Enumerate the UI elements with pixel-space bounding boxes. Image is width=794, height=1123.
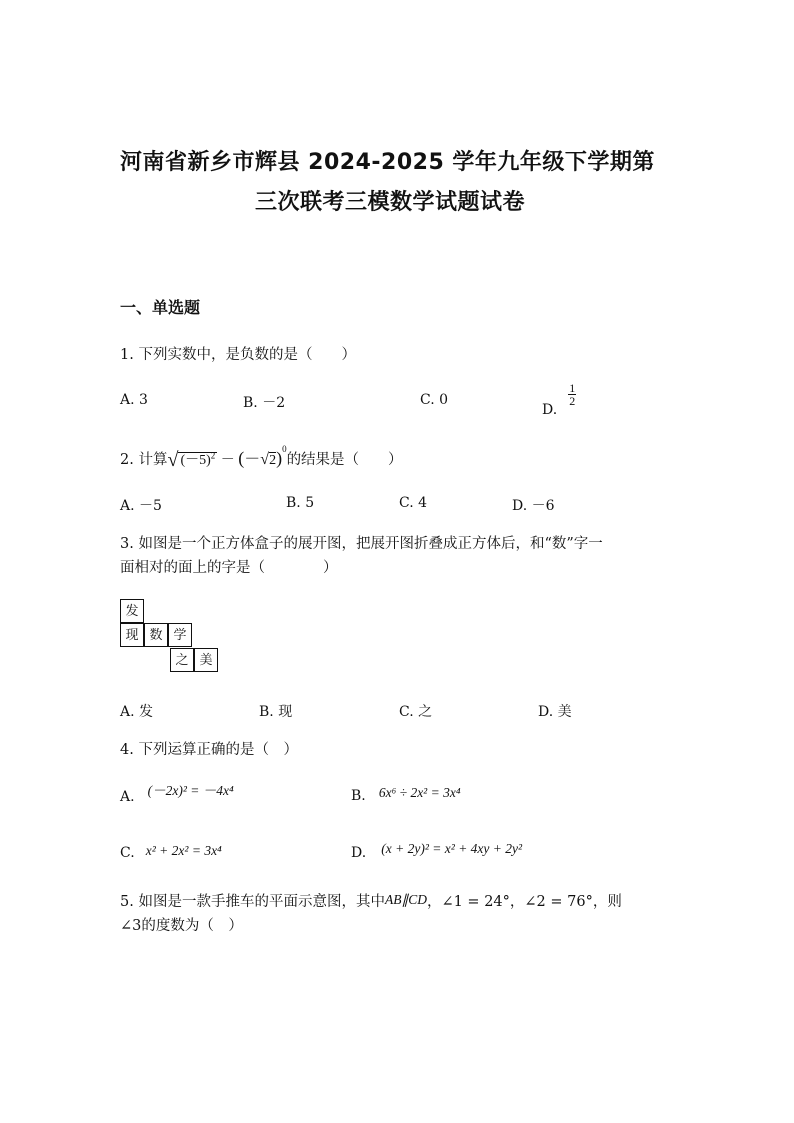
question-3-stem-line-2: 面相对的面上的字是（ ） [120,560,338,576]
question-4-option-a [120,785,234,805]
net-cell-zhi: 之 [170,648,194,672]
question-5-math: AB∥CD [384,892,427,907]
question-3-option-c: C. 之 [399,704,433,720]
option-b-expression: 6x⁶ ÷ 2x² = 3x⁴ [378,785,461,800]
question-2-option-a: A. －5 [120,498,162,514]
question-2-suffix: 的结果是（ ） [286,452,403,468]
question-3-option-d: D. 美 [538,704,572,720]
exponent-2: 2 [210,450,216,461]
question-2-expression: √ $(-5)^2 - (-√2)^0$ [167,444,287,471]
question-2-stem [120,446,403,470]
question-5-stem-line-2: ∠3的度数为（ ） [120,918,243,934]
net-cell-shu: 数 [144,623,168,647]
sqrt-radicand-2: 2 [269,453,277,468]
option-a-label: A. [120,789,135,805]
question-4-option-d [351,842,522,861]
question-1-option-b: B. －2 [243,395,286,411]
option-d-label: D. [351,845,367,861]
option-a-expression: (－2x)² = －4x⁴ [147,783,234,798]
minus-sign: － [220,453,235,468]
fraction-one-half [568,382,576,407]
exponent-0: 0 [282,444,287,455]
question-1-option-c: C. 0 [420,392,449,408]
option-c-label: C. [120,845,135,861]
option-c-expression: x² + 2x² = 3x⁴ [145,843,222,858]
question-2-option-d: D. －6 [512,498,555,514]
net-cell-fa: 发 [120,599,144,623]
option-b-label: B. [351,788,366,804]
title-line-2: 三次联考三模数学试题试卷 [255,190,526,215]
question-2-prefix: 2. 计算 [120,452,168,468]
question-5-text-1: 5. 如图是一款手推车的平面示意图，其中 [120,894,385,910]
net-cell-xue: 学 [168,623,192,647]
fraction-numerator: 1 [569,381,576,395]
question-1-stem: 1. 下列实数中，是负数的是（ ） [120,347,356,363]
net-cell-mei: 美 [194,648,218,672]
question-3-stem-line-1: 3. 如图是一个正方体盒子的展开图，把展开图折叠成正方体后，和“数”字一 [120,536,603,552]
question-2-option-b: B. 5 [286,495,315,511]
question-4-option-b [351,785,461,804]
question-3-option-b: B. 现 [259,704,293,720]
question-5-text-2: ，∠1 = 24°，∠2 = 76°，则 [426,894,622,910]
sqrt-icon: －√ [244,451,270,468]
question-1-option-a: A. 3 [120,392,148,408]
question-3-option-a: A. 发 [120,704,154,720]
question-4-option-c [120,842,222,861]
option-d-expression: (x + 2y)² = x² + 4xy + 2y² [381,841,523,856]
sqrt-radicand: (－5) [180,453,211,468]
title-line-1: 河南省新乡市辉县 2024-2025 学年九年级下学期第 [120,150,655,175]
question-1-option-d [542,381,576,418]
question-5-stem-line-1 [120,890,622,911]
question-1-option-d-label: D. [542,402,558,418]
net-cell-xian: 现 [120,623,144,647]
sqrt-icon: √ [167,449,179,471]
fraction-denominator: 2 [569,394,576,408]
question-2-option-c: C. 4 [399,495,428,511]
question-4-stem: 4. 下列运算正确的是（ ） [120,742,298,758]
section-heading: 一、单选题 [120,298,201,317]
